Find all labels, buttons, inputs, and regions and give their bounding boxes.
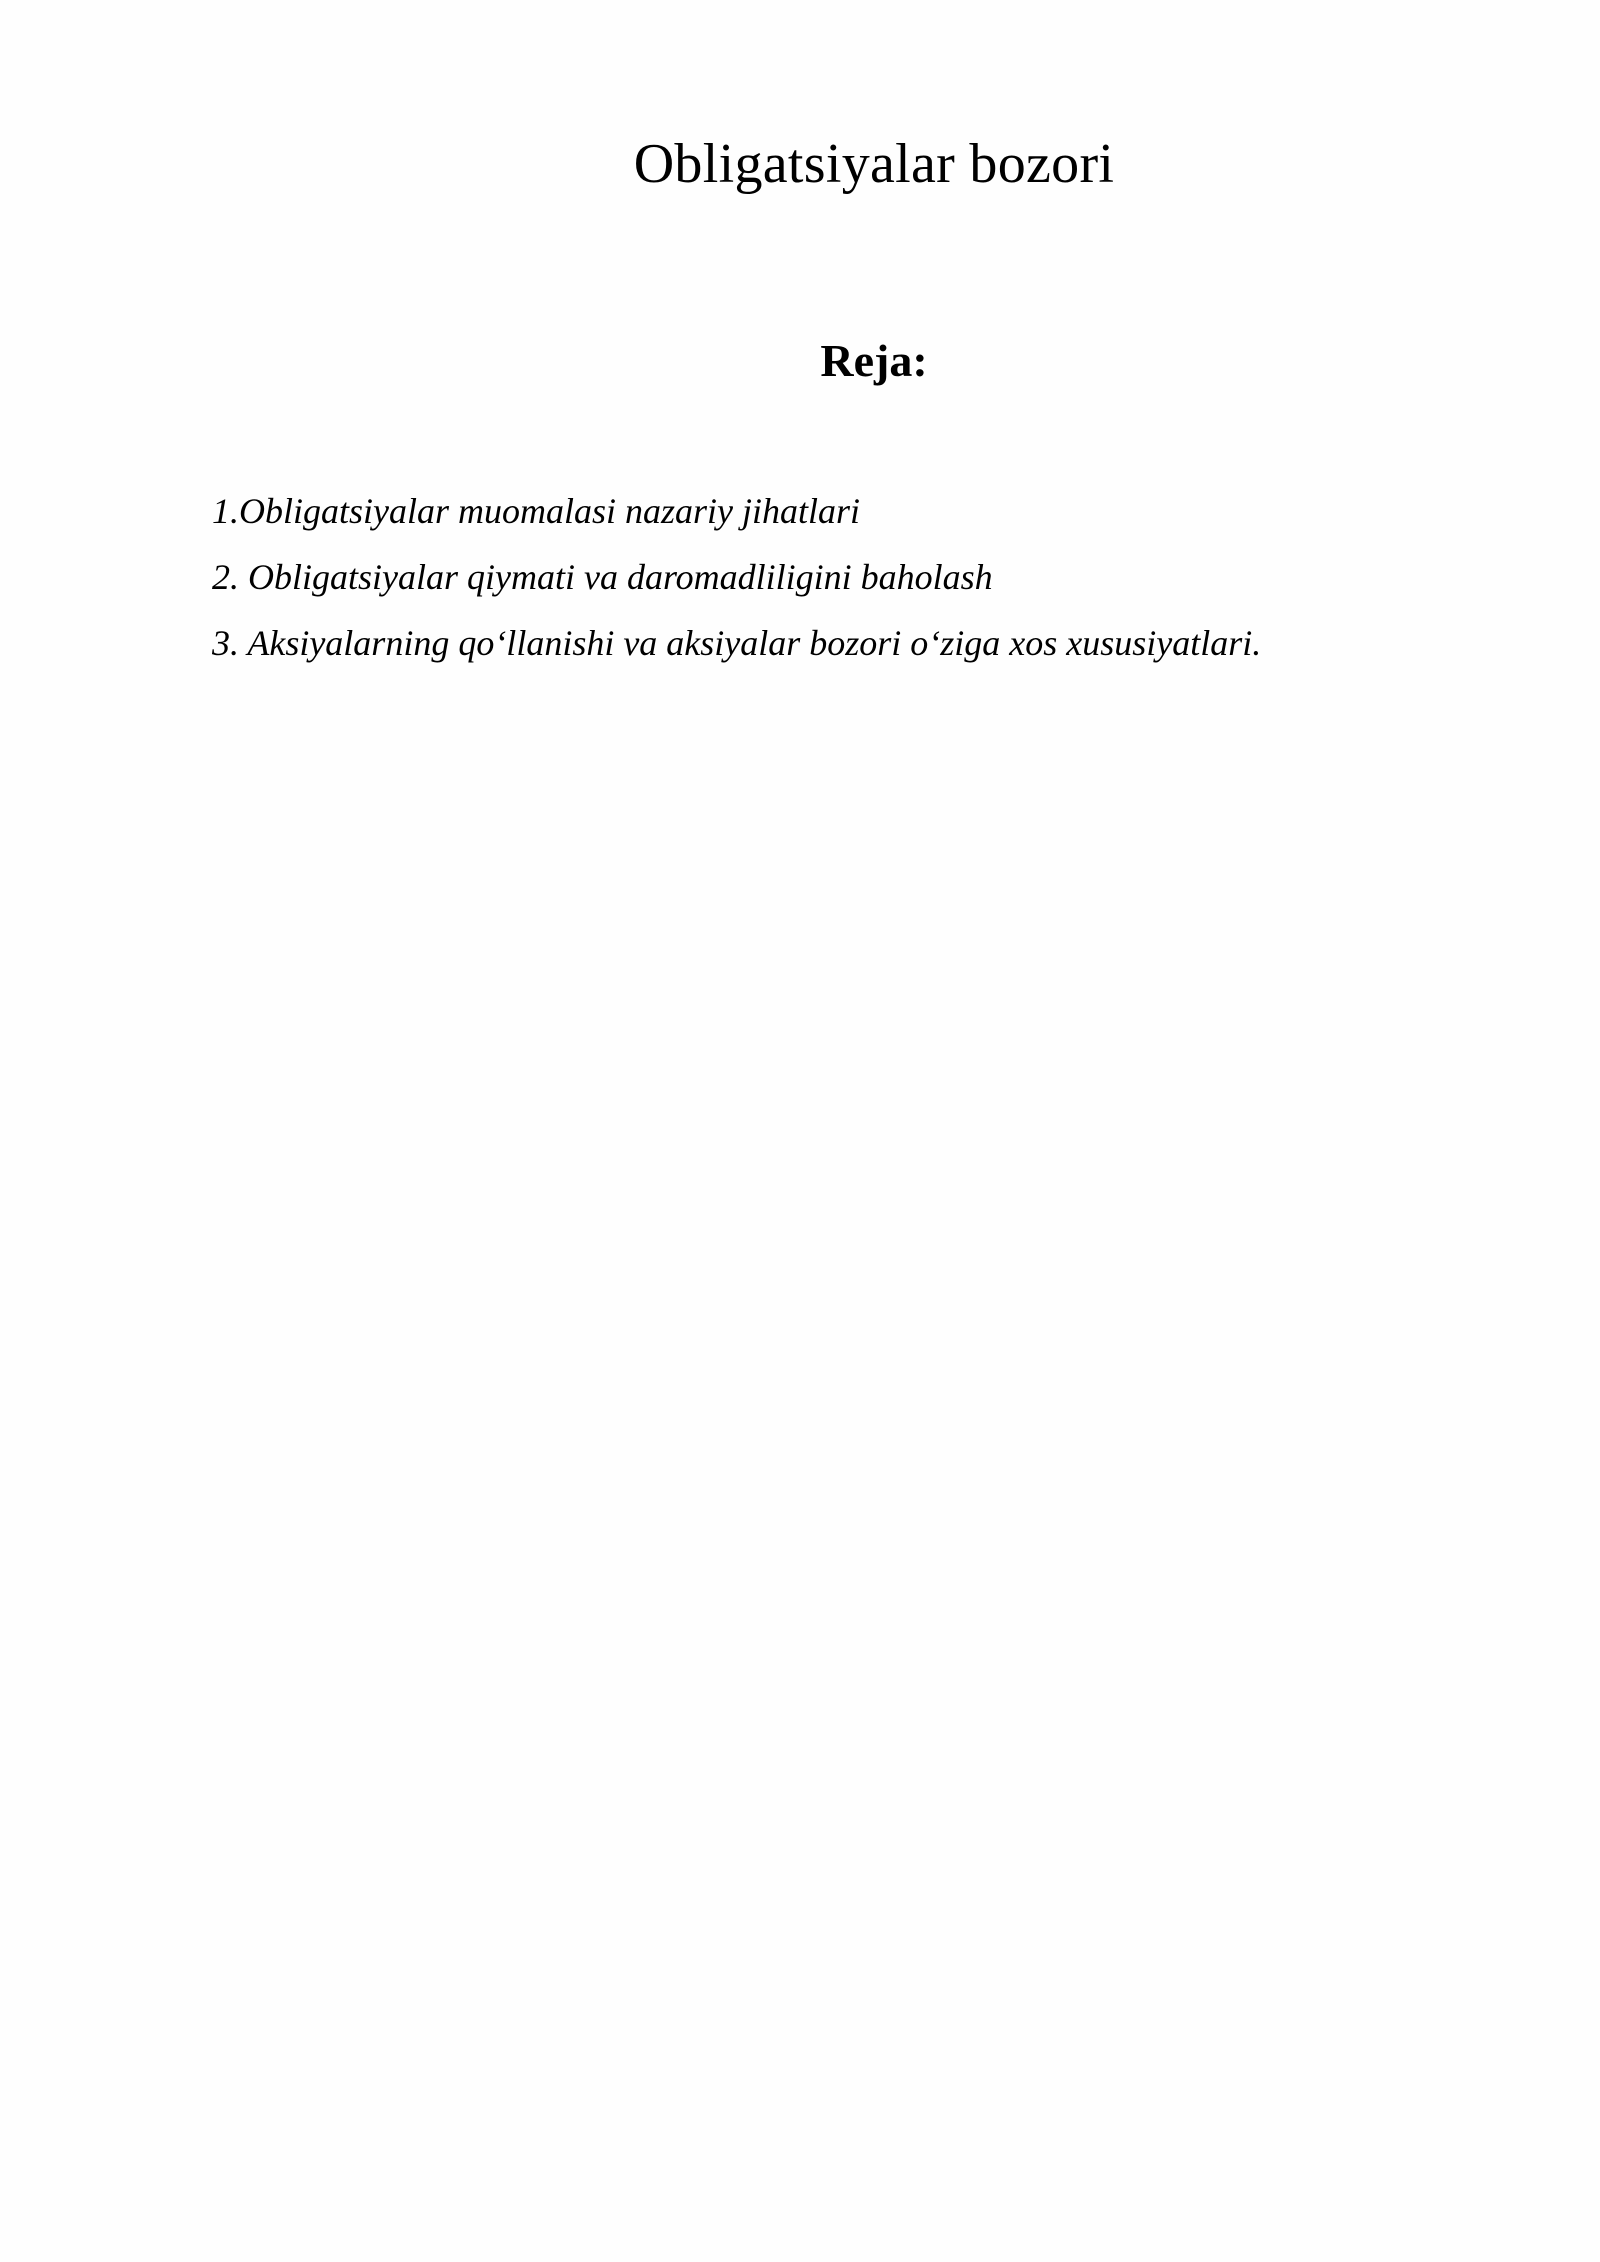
plan-item-3: 3. Aksiyalarning qo‘llanishi va aksiyalar bozori o‘ziga xos xususiyatlari. — [212, 623, 1262, 663]
plan-heading: Reja: — [820, 335, 928, 386]
plan-item-2: 2. Obligatsiyalar qiymati va daromadliligini baholash — [212, 557, 993, 597]
document-title: Obligatsiyalar bozori — [633, 133, 1115, 195]
plan-item-1: 1.Obligatsiyalar muomalasi nazariy jihatlari — [212, 491, 861, 531]
plan-list — [212, 478, 1261, 676]
